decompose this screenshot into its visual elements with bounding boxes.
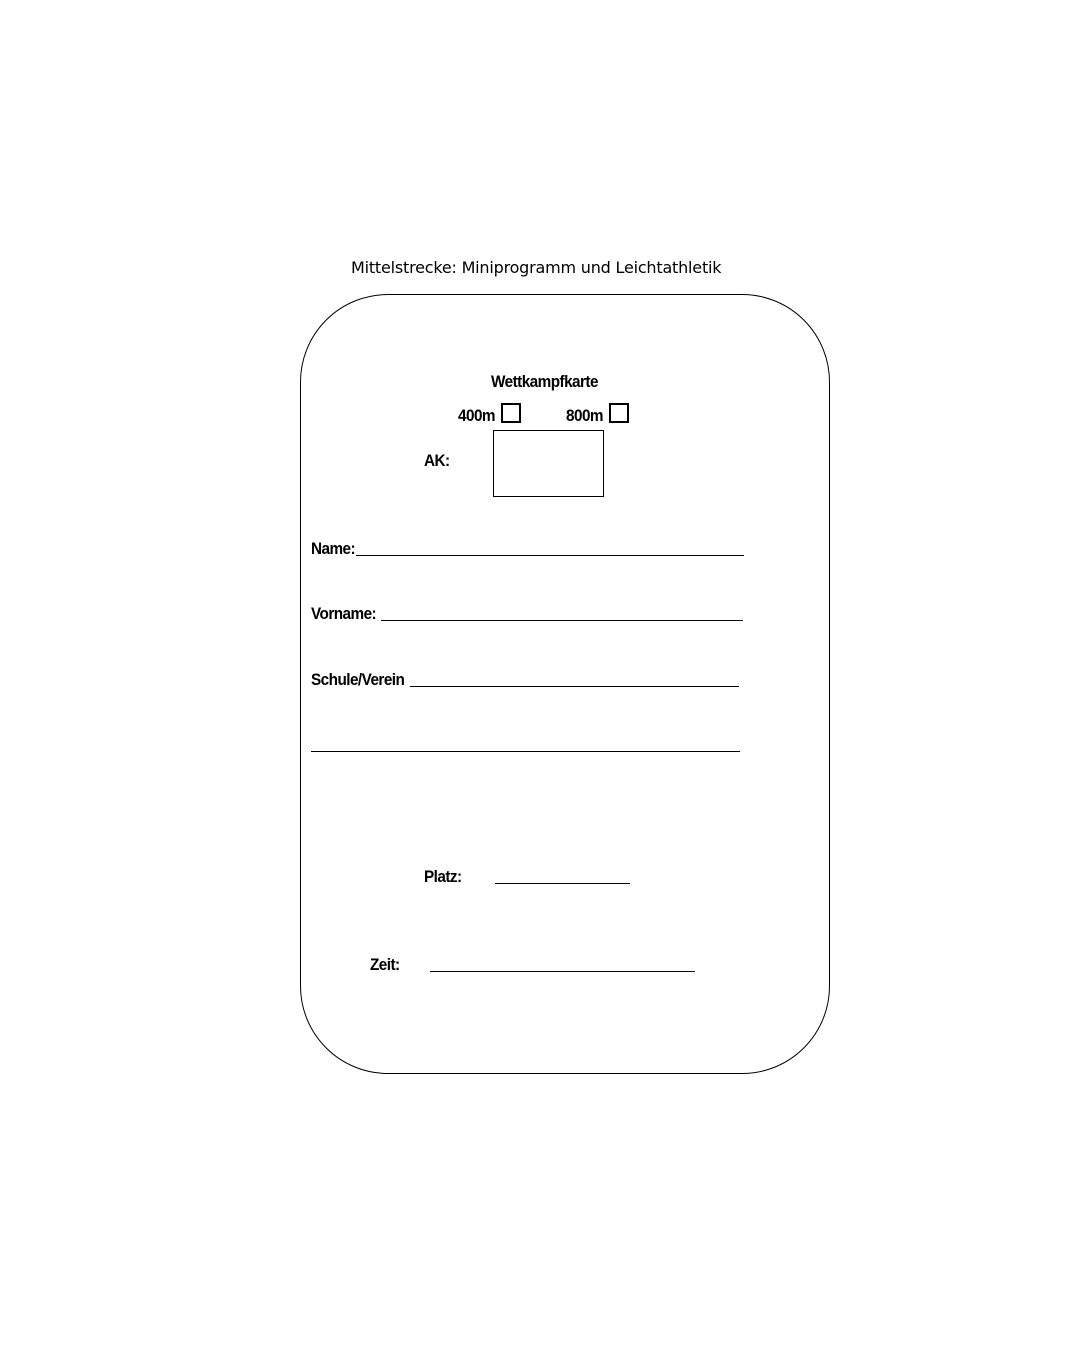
distance-option-400m[interactable] [458, 403, 521, 426]
schule-verein-label: Schule/Verein [311, 670, 405, 689]
zeit-line[interactable] [430, 971, 695, 972]
distance-option-800m[interactable] [566, 403, 629, 426]
vorname-label: Vorname: [311, 604, 377, 623]
page-heading: Mittelstrecke: Miniprogramm und Leichtathletik [351, 258, 722, 277]
distance-label-800m: 800m [566, 406, 603, 425]
platz-line[interactable] [495, 883, 630, 884]
card-title: Wettkampfkarte [491, 372, 598, 391]
distance-label-400m: 400m [458, 406, 495, 425]
vorname-line[interactable] [381, 620, 743, 621]
checkbox-800m[interactable] [609, 403, 629, 423]
platz-label: Platz: [424, 867, 462, 886]
zeit-label: Zeit: [370, 955, 400, 974]
schule-verein-line[interactable] [410, 686, 739, 687]
checkbox-400m[interactable] [501, 403, 521, 423]
name-label: Name: [311, 539, 356, 558]
schule-verein-line-2[interactable] [311, 751, 740, 752]
name-line[interactable] [356, 555, 744, 556]
ak-label: AK: [424, 451, 450, 470]
ak-input-box[interactable] [493, 430, 604, 497]
